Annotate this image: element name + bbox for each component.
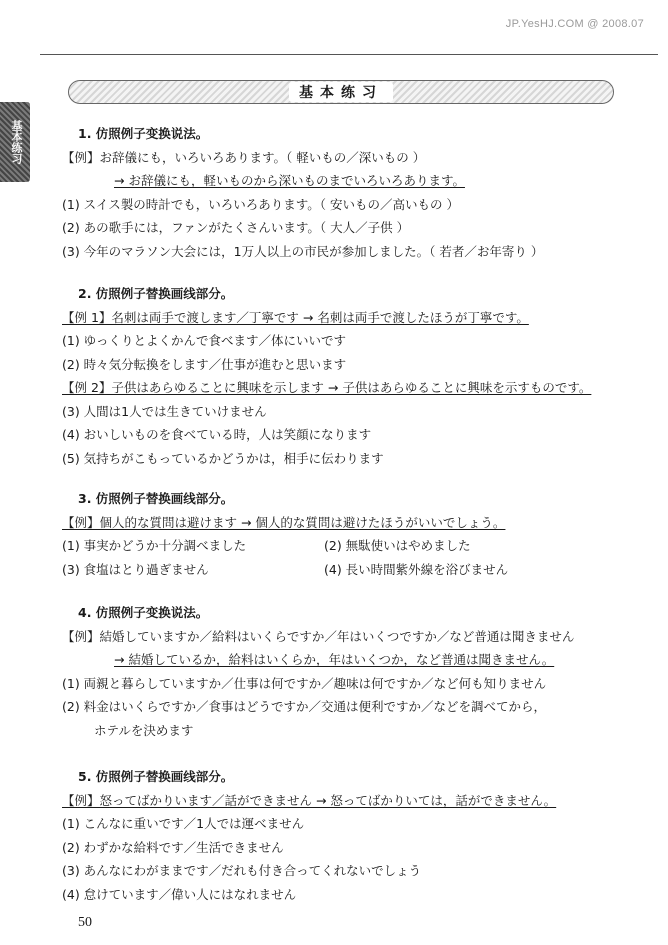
exercise-item-row (62, 558, 642, 582)
exercise-5 (62, 765, 642, 906)
exercise-item: (3) あんなにわがままです／だれも付き合ってくれないでしょう (62, 863, 422, 878)
exercise-item: (1) こんなに重いです／1人では運べません (62, 816, 305, 831)
section-banner (68, 80, 614, 104)
exercise-item: (1) 両親と暮らしていますか／仕事は何ですか／趣味は何ですか／など何も知りません (62, 675, 547, 691)
exercise-title: 5. 仿照例子替换画线部分。 (78, 769, 234, 784)
exercise-title: 2. 仿照例子替换画线部分。 (78, 286, 234, 301)
example-line: 【例】お辞儀にも，いろいろあります。（ 軽いもの／深いもの ） (62, 149, 426, 165)
example-line: 【例 2】子供はあらゆることに興味を示します → 子供はあらゆることに興味を示すものです。 (62, 380, 592, 395)
exercise-item: (2) あの歌手には，ファンがたくさんいます。（ 大人／子供 ） (62, 220, 410, 235)
exercise-item: (5) 気持ちがこもっているかどうかは，相手に伝わります (62, 450, 384, 466)
exercise-item: (2) 無駄使いはやめました (324, 538, 471, 553)
exercise-item: (3) 人間は1人では生きていけません (62, 403, 267, 419)
example-answer: → お辞儀にも，軽いものから深いものまでいろいろあります。 (114, 173, 465, 188)
exercise-3 (62, 487, 642, 581)
exercise-item: (3) 食塩はとり過ぎません (62, 561, 209, 577)
exercise-1 (62, 122, 642, 263)
exercise-item: (4) 長い時間紫外線を浴びません (324, 561, 509, 577)
banner-title: 基本练习 (289, 82, 393, 102)
header-rule (40, 54, 658, 55)
exercise-4 (62, 601, 642, 742)
side-tab-label: 基本练习 (10, 120, 23, 164)
exercise-item: (1) スイス製の時計でも，いろいろあります。（ 安いもの／高いもの ） (62, 196, 460, 212)
exercise-item: (4) おいしいものを食べている時，人は笑顔になります (62, 427, 372, 442)
watermark: JP.YesHJ.COM @ 2008.07 (505, 18, 644, 30)
exercise-2 (62, 282, 642, 470)
exercise-item-row (62, 534, 642, 558)
exercise-item-continued: ホテルを決めます (94, 722, 194, 738)
exercise-item: (2) 料金はいくらですか／食事はどうですか／交通は便利ですか／などを調べてから， (62, 699, 547, 714)
example-line: 【例】怒ってばかりいます／話ができません → 怒ってばかりいては，話ができません。 (62, 792, 557, 808)
exercise-item: (2) わずかな給料です／生活できません (62, 839, 284, 855)
exercise-item: (3) 今年のマラソン大会には，1万人以上の市民が参加しました。（ 若者／お年寄り ） (62, 243, 544, 259)
exercise-item: (4) 怠けています／偉い人にはなれません (62, 886, 297, 902)
example-line: 【例 1】名刺は両手で渡します／丁寧です → 名刺は両手で渡したほうが丁寧です。 (62, 309, 529, 325)
example-answer: → 結婚しているか，給料はいくらか，年はいくつか，など普通は聞きません。 (114, 652, 555, 667)
exercise-item: (1) ゆっくりとよくかんで食べます／体にいいです (62, 333, 347, 348)
side-tab (0, 102, 30, 182)
exercise-item: (1) 事実かどうか十分調べました (62, 538, 247, 553)
exercise-title: 4. 仿照例子变换说法。 (78, 605, 209, 620)
exercise-item: (2) 時々気分転換をします／仕事が進むと思います (62, 356, 347, 372)
example-line: 【例】個人的な質問は避けます → 個人的な質問は避けたほうがいいでしょう。 (62, 514, 506, 530)
exercise-title: 1. 仿照例子变换说法。 (78, 126, 209, 141)
page-number: 50 (78, 915, 92, 930)
example-line: 【例】結婚していますか／給料はいくらですか／年はいくつですか／など普通は聞きません (62, 628, 575, 644)
exercise-title: 3. 仿照例子替换画线部分。 (78, 491, 234, 506)
